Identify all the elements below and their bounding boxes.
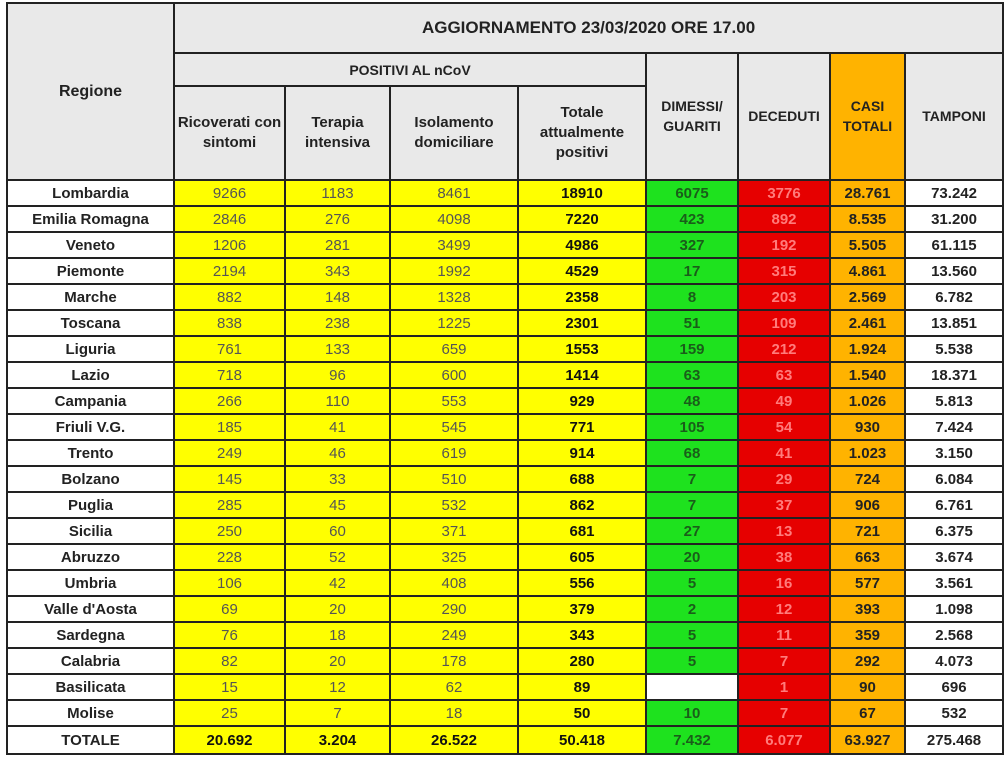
cell-casi-totali: 1.026: [830, 388, 905, 414]
cell-ricoverati: 2194: [174, 258, 285, 284]
cell-totale-positivi: 929: [518, 388, 646, 414]
cell-dimessi: 105: [646, 414, 738, 440]
cell-casi-totali: 5.505: [830, 232, 905, 258]
total-dimessi: 7.432: [646, 726, 738, 754]
cell-tamponi: 696: [905, 674, 1003, 700]
cell-regione: Basilicata: [7, 674, 174, 700]
cell-totale-positivi: 18910: [518, 180, 646, 206]
cell-terapia: 52: [285, 544, 390, 570]
table-row: [7, 674, 1003, 700]
cell-tamponi: 13.851: [905, 310, 1003, 336]
cell-tamponi: 6.375: [905, 518, 1003, 544]
cell-tamponi: 13.560: [905, 258, 1003, 284]
cell-terapia: 110: [285, 388, 390, 414]
cell-ricoverati: 228: [174, 544, 285, 570]
cell-tamponi: 6.761: [905, 492, 1003, 518]
cell-isolamento: 178: [390, 648, 518, 674]
table-row: [7, 648, 1003, 674]
cell-dimessi: 20: [646, 544, 738, 570]
cell-isolamento: 1992: [390, 258, 518, 284]
cell-dimessi: 63: [646, 362, 738, 388]
cell-dimessi: 7: [646, 492, 738, 518]
cell-deceduti: 12: [738, 596, 830, 622]
cell-isolamento: 371: [390, 518, 518, 544]
cell-regione: Bolzano: [7, 466, 174, 492]
table-row: [7, 232, 1003, 258]
cell-regione: Piemonte: [7, 258, 174, 284]
table-row: [7, 258, 1003, 284]
cell-isolamento: 3499: [390, 232, 518, 258]
cell-terapia: 42: [285, 570, 390, 596]
cell-terapia: 45: [285, 492, 390, 518]
header-dimessi: DIMESSI/ GUARITI: [646, 53, 738, 180]
cell-tamponi: 1.098: [905, 596, 1003, 622]
cell-regione: Trento: [7, 440, 174, 466]
cell-tamponi: 73.242: [905, 180, 1003, 206]
cell-regione: Valle d'Aosta: [7, 596, 174, 622]
cell-dimessi: 48: [646, 388, 738, 414]
cell-regione: Liguria: [7, 336, 174, 362]
cell-ricoverati: 106: [174, 570, 285, 596]
cell-totale-positivi: 2301: [518, 310, 646, 336]
table-row: [7, 310, 1003, 336]
cell-casi-totali: 663: [830, 544, 905, 570]
cell-totale-positivi: 556: [518, 570, 646, 596]
cell-casi-totali: 721: [830, 518, 905, 544]
cell-isolamento: 1225: [390, 310, 518, 336]
cell-casi-totali: 1.540: [830, 362, 905, 388]
cell-terapia: 18: [285, 622, 390, 648]
cell-terapia: 281: [285, 232, 390, 258]
cell-isolamento: 1328: [390, 284, 518, 310]
cell-casi-totali: 2.569: [830, 284, 905, 310]
total-deceduti: 6.077: [738, 726, 830, 754]
cell-dimessi: 159: [646, 336, 738, 362]
cell-tamponi: 5.813: [905, 388, 1003, 414]
cell-isolamento: 4098: [390, 206, 518, 232]
cell-ricoverati: 266: [174, 388, 285, 414]
cell-terapia: 46: [285, 440, 390, 466]
totals-row: [7, 726, 1003, 754]
header-ricoverati: Ricoverati con sintomi: [174, 86, 285, 180]
cell-casi-totali: 8.535: [830, 206, 905, 232]
cell-tamponi: 31.200: [905, 206, 1003, 232]
cell-casi-totali: 1.924: [830, 336, 905, 362]
header-casi-totali: CASI TOTALI: [830, 53, 905, 180]
table-row: [7, 492, 1003, 518]
cell-dimessi: 327: [646, 232, 738, 258]
cell-isolamento: 553: [390, 388, 518, 414]
cell-casi-totali: 28.761: [830, 180, 905, 206]
cell-tamponi: 18.371: [905, 362, 1003, 388]
totals-label: TOTALE: [7, 726, 174, 754]
cell-terapia: 238: [285, 310, 390, 336]
cell-dimessi: 51: [646, 310, 738, 336]
cell-deceduti: 7: [738, 648, 830, 674]
cell-deceduti: 49: [738, 388, 830, 414]
cell-totale-positivi: 379: [518, 596, 646, 622]
total-terapia: 3.204: [285, 726, 390, 754]
cell-isolamento: 510: [390, 466, 518, 492]
total-tamponi: 275.468: [905, 726, 1003, 754]
table-row: [7, 362, 1003, 388]
cell-totale-positivi: 1553: [518, 336, 646, 362]
cell-ricoverati: 718: [174, 362, 285, 388]
cell-isolamento: 8461: [390, 180, 518, 206]
cell-tamponi: 3.150: [905, 440, 1003, 466]
cell-deceduti: 3776: [738, 180, 830, 206]
cell-ricoverati: 882: [174, 284, 285, 310]
table-row: [7, 440, 1003, 466]
cell-regione: Lombardia: [7, 180, 174, 206]
cell-tamponi: 4.073: [905, 648, 1003, 674]
cell-casi-totali: 67: [830, 700, 905, 726]
cell-ricoverati: 15: [174, 674, 285, 700]
cell-isolamento: 249: [390, 622, 518, 648]
cell-ricoverati: 145: [174, 466, 285, 492]
cell-tamponi: 61.115: [905, 232, 1003, 258]
cell-casi-totali: 90: [830, 674, 905, 700]
cell-ricoverati: 69: [174, 596, 285, 622]
cell-ricoverati: 838: [174, 310, 285, 336]
table-row: [7, 180, 1003, 206]
cell-ricoverati: 185: [174, 414, 285, 440]
cell-dimessi: 10: [646, 700, 738, 726]
cell-isolamento: 659: [390, 336, 518, 362]
table-row: [7, 206, 1003, 232]
cell-regione: Campania: [7, 388, 174, 414]
cell-terapia: 33: [285, 466, 390, 492]
cell-deceduti: 54: [738, 414, 830, 440]
cell-isolamento: 619: [390, 440, 518, 466]
cell-regione: Veneto: [7, 232, 174, 258]
header-isolamento: Isolamento domiciliare: [390, 86, 518, 180]
cell-ricoverati: 76: [174, 622, 285, 648]
cell-tamponi: 7.424: [905, 414, 1003, 440]
cell-casi-totali: 359: [830, 622, 905, 648]
cell-casi-totali: 1.023: [830, 440, 905, 466]
cell-deceduti: 203: [738, 284, 830, 310]
cell-deceduti: 192: [738, 232, 830, 258]
cell-regione: Marche: [7, 284, 174, 310]
cell-ricoverati: 2846: [174, 206, 285, 232]
header-tamponi: TAMPONI: [905, 53, 1003, 180]
cell-dimessi: 5: [646, 648, 738, 674]
cell-totale-positivi: 1414: [518, 362, 646, 388]
cell-isolamento: 325: [390, 544, 518, 570]
table-row: [7, 544, 1003, 570]
cell-isolamento: 600: [390, 362, 518, 388]
cell-casi-totali: 724: [830, 466, 905, 492]
cell-deceduti: 37: [738, 492, 830, 518]
cell-totale-positivi: 280: [518, 648, 646, 674]
table-row: [7, 596, 1003, 622]
cell-casi-totali: 2.461: [830, 310, 905, 336]
cell-dimessi: 5: [646, 570, 738, 596]
cell-regione: Sardegna: [7, 622, 174, 648]
table-row: [7, 700, 1003, 726]
cell-deceduti: 315: [738, 258, 830, 284]
cell-deceduti: 109: [738, 310, 830, 336]
cell-dimessi: 8: [646, 284, 738, 310]
cell-terapia: 96: [285, 362, 390, 388]
cell-deceduti: 63: [738, 362, 830, 388]
cell-regione: Abruzzo: [7, 544, 174, 570]
cell-terapia: 20: [285, 648, 390, 674]
cell-tamponi: 3.674: [905, 544, 1003, 570]
cell-deceduti: 16: [738, 570, 830, 596]
cell-terapia: 148: [285, 284, 390, 310]
table-row: [7, 570, 1003, 596]
cell-regione: Sicilia: [7, 518, 174, 544]
cell-deceduti: 1: [738, 674, 830, 700]
cell-regione: Puglia: [7, 492, 174, 518]
cell-regione: Friuli V.G.: [7, 414, 174, 440]
cell-casi-totali: 292: [830, 648, 905, 674]
table-row: [7, 388, 1003, 414]
header-regione: Regione: [7, 3, 174, 180]
cell-tamponi: 2.568: [905, 622, 1003, 648]
cell-tamponi: 6.782: [905, 284, 1003, 310]
cell-regione: Toscana: [7, 310, 174, 336]
cell-terapia: 343: [285, 258, 390, 284]
cell-terapia: 12: [285, 674, 390, 700]
header-deceduti: DECEDUTI: [738, 53, 830, 180]
cell-totale-positivi: 914: [518, 440, 646, 466]
cell-casi-totali: 930: [830, 414, 905, 440]
cell-casi-totali: 393: [830, 596, 905, 622]
cell-isolamento: 62: [390, 674, 518, 700]
cell-deceduti: 41: [738, 440, 830, 466]
cell-ricoverati: 1206: [174, 232, 285, 258]
cell-regione: Umbria: [7, 570, 174, 596]
total-casi: 63.927: [830, 726, 905, 754]
total-positivi: 50.418: [518, 726, 646, 754]
cell-terapia: 41: [285, 414, 390, 440]
cell-dimessi: 27: [646, 518, 738, 544]
cell-totale-positivi: 862: [518, 492, 646, 518]
cell-totale-positivi: 688: [518, 466, 646, 492]
cell-tamponi: 5.538: [905, 336, 1003, 362]
cell-totale-positivi: 7220: [518, 206, 646, 232]
cell-terapia: 20: [285, 596, 390, 622]
cell-terapia: 276: [285, 206, 390, 232]
table-body: [7, 180, 1003, 726]
cell-tamponi: 6.084: [905, 466, 1003, 492]
cell-deceduti: 212: [738, 336, 830, 362]
cell-terapia: 1183: [285, 180, 390, 206]
cell-regione: Calabria: [7, 648, 174, 674]
cell-deceduti: 13: [738, 518, 830, 544]
total-ricoverati: 20.692: [174, 726, 285, 754]
cell-casi-totali: 577: [830, 570, 905, 596]
cell-ricoverati: 761: [174, 336, 285, 362]
cell-deceduti: 38: [738, 544, 830, 570]
cell-deceduti: 29: [738, 466, 830, 492]
table-row: [7, 284, 1003, 310]
cell-isolamento: 18: [390, 700, 518, 726]
cell-deceduti: 892: [738, 206, 830, 232]
cell-totale-positivi: 681: [518, 518, 646, 544]
total-isolamento: 26.522: [390, 726, 518, 754]
cell-isolamento: 290: [390, 596, 518, 622]
cell-dimessi: 5: [646, 622, 738, 648]
table-row: [7, 336, 1003, 362]
cell-dimessi: 68: [646, 440, 738, 466]
cell-tamponi: 532: [905, 700, 1003, 726]
header-positivi: POSITIVI AL nCoV: [174, 53, 646, 86]
cell-totale-positivi: 4986: [518, 232, 646, 258]
cell-ricoverati: 9266: [174, 180, 285, 206]
cell-totale-positivi: 605: [518, 544, 646, 570]
table-row: [7, 466, 1003, 492]
cell-deceduti: 7: [738, 700, 830, 726]
regional-data-table: [6, 2, 1004, 755]
covid-report-sheet: [6, 2, 1002, 755]
cell-regione: Lazio: [7, 362, 174, 388]
cell-totale-positivi: 50: [518, 700, 646, 726]
cell-regione: Emilia Romagna: [7, 206, 174, 232]
cell-dimessi: 2: [646, 596, 738, 622]
cell-ricoverati: 82: [174, 648, 285, 674]
cell-terapia: 133: [285, 336, 390, 362]
cell-casi-totali: 906: [830, 492, 905, 518]
cell-totale-positivi: 2358: [518, 284, 646, 310]
cell-ricoverati: 25: [174, 700, 285, 726]
table-row: [7, 518, 1003, 544]
cell-dimessi: 7: [646, 466, 738, 492]
cell-casi-totali: 4.861: [830, 258, 905, 284]
report-title: AGGIORNAMENTO 23/03/2020 ORE 17.00: [174, 3, 1003, 53]
cell-ricoverati: 249: [174, 440, 285, 466]
table-row: [7, 622, 1003, 648]
cell-ricoverati: 285: [174, 492, 285, 518]
cell-ricoverati: 250: [174, 518, 285, 544]
cell-totale-positivi: 343: [518, 622, 646, 648]
cell-dimessi: 423: [646, 206, 738, 232]
header-totale-positivi: Totale attualmente positivi: [518, 86, 646, 180]
table-row: [7, 414, 1003, 440]
cell-totale-positivi: 4529: [518, 258, 646, 284]
cell-isolamento: 545: [390, 414, 518, 440]
cell-isolamento: 532: [390, 492, 518, 518]
cell-dimessi: 6075: [646, 180, 738, 206]
cell-dimessi: 17: [646, 258, 738, 284]
cell-dimessi: [646, 674, 738, 700]
cell-totale-positivi: 89: [518, 674, 646, 700]
cell-tamponi: 3.561: [905, 570, 1003, 596]
cell-regione: Molise: [7, 700, 174, 726]
cell-isolamento: 408: [390, 570, 518, 596]
cell-terapia: 60: [285, 518, 390, 544]
cell-totale-positivi: 771: [518, 414, 646, 440]
cell-deceduti: 11: [738, 622, 830, 648]
cell-terapia: 7: [285, 700, 390, 726]
header-terapia: Terapia intensiva: [285, 86, 390, 180]
